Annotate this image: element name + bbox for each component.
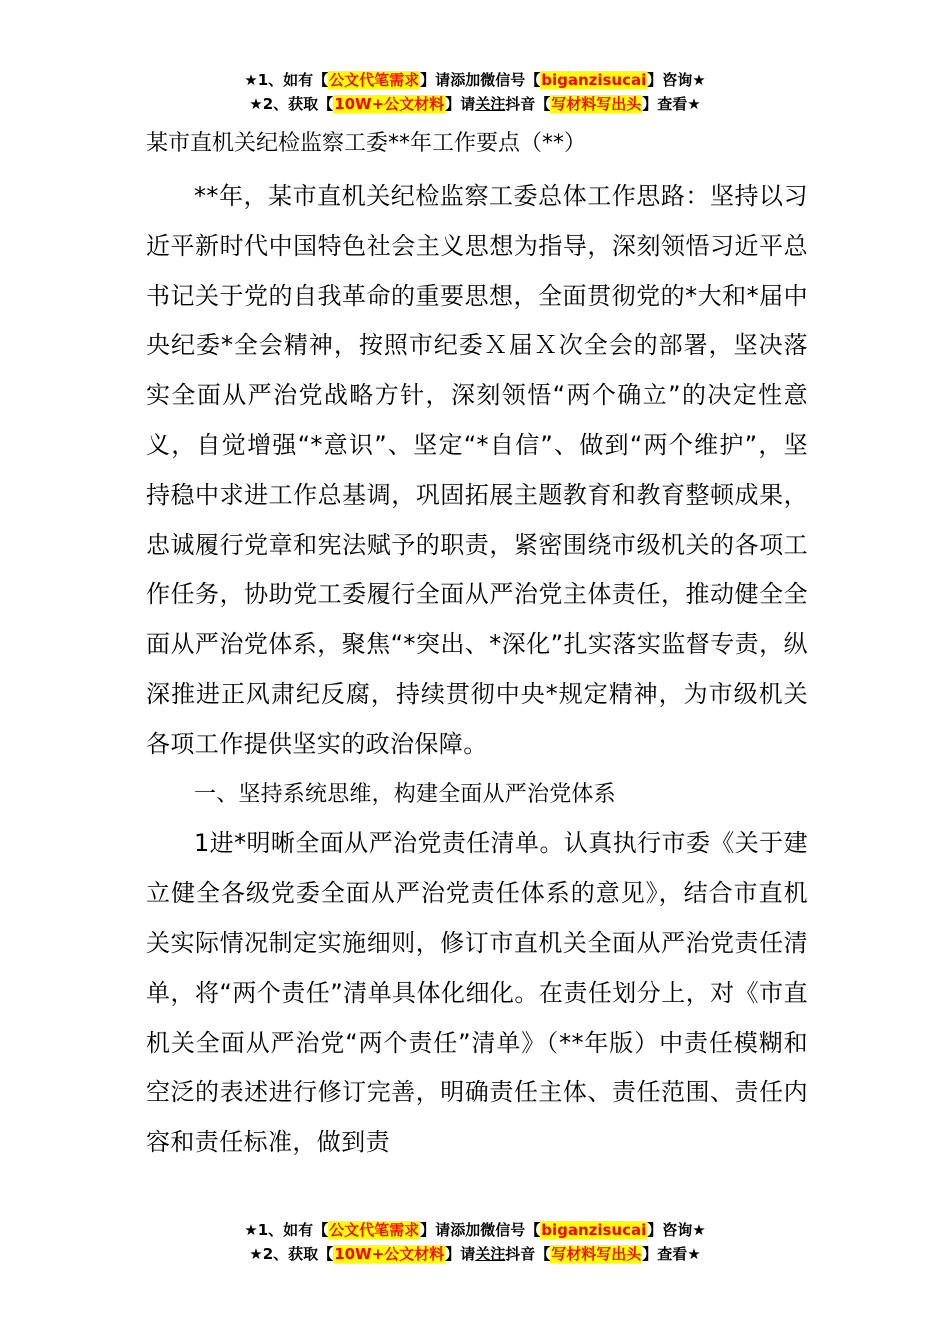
banner-text: 】查看★ (642, 1245, 701, 1263)
banner-highlight: 10W+公文材料 (334, 1245, 445, 1263)
banner-text: 关注 (475, 1245, 506, 1263)
banner-text: 关注 (475, 95, 506, 113)
paragraph: **年，某市直机关纪检监察工委总体工作思路：坚持以习近平新时代中国特色社会主义思想为指导，深刻领悟习近平总书记关于党的自我革命的重要思想，全面贯彻党的*大和*届中央纪委*全会精神，按照市纪委Ｘ届Ｘ次全会的部署，坚决落实全面从严治党战略方针，深刻领悟“两个确立”的决定性意义，自觉增强“*意识”、坚定“*自信”、做到“两个维护”，坚持稳中求进工作总基调，巩固拓展主题教育和教育整顿成果，忠诚履行党章和宪法赋予的职责，紧密围绕市级机关的各项工作任务，协助党工委履行全面从严治党主体责任，推动健全全面从严治党体系，聚焦“*突出、*深化”扎实落实监督专责，纵深推进正风肃纪反腐，持续贯彻中央*规定精神，为市级机关各项工作提供坚实的政治保障。 (146, 182, 808, 758)
banner-highlight: 写材料写出头 (551, 1245, 642, 1263)
header-banner (0, 68, 950, 116)
document-title: 某市直机关纪检监察工委**年工作要点（**） (146, 131, 587, 156)
banner-line-1 (0, 1218, 950, 1242)
banner-line-2 (0, 1242, 950, 1266)
banner-text: ★1、如有【 (244, 71, 329, 89)
banner-highlight: biganzisucai (541, 1221, 647, 1239)
banner-text: ★2、获取【 (249, 95, 334, 113)
banner-highlight: 写材料写出头 (551, 95, 642, 113)
banner-line-1 (0, 68, 950, 92)
banner-text: 抖音【 (505, 95, 551, 113)
footer-banner (0, 1218, 950, 1266)
banner-text: 】请 (445, 1245, 476, 1263)
banner-highlight: biganzisucai (541, 71, 647, 89)
banner-text: 】请 (420, 1221, 451, 1239)
banner-text: 抖音【 (505, 1245, 551, 1263)
banner-text: 添加 (450, 1221, 481, 1239)
section-heading: 一、坚持系统思维，构建全面从严治党体系 (194, 781, 616, 807)
document-body (146, 172, 808, 1168)
banner-text: 】咨询★ (647, 1221, 706, 1239)
banner-text: 】请 (445, 95, 476, 113)
banner-highlight: 公文代笔需求 (329, 1221, 420, 1239)
banner-highlight: 10W+公文材料 (334, 95, 445, 113)
banner-text: 添加 (450, 71, 481, 89)
banner-text: ★1、如有【 (244, 1221, 329, 1239)
banner-text: 】请 (420, 71, 451, 89)
paragraph: 1进*明晰全面从严治党责任清单。认真执行市委《关于建立健全各级党委全面从严治党责任体系的意见》，结合市直机关实际情况制定实施细则，修订市直机关全面从严治党责任清单，将“两个责任”清单具体化细化。在责任划分上，对《市直机关全面从严治党“两个责任”清单》（**年版）中责任模糊和空泛的表述进行修订完善，明确责任主体、责任范围、责任内容和责任标准，做到责 (146, 829, 808, 1157)
banner-text: 微信号【 (480, 71, 541, 89)
banner-highlight: 公文代笔需求 (329, 71, 420, 89)
banner-text: 】查看★ (642, 95, 701, 113)
banner-text: ★2、获取【 (249, 1245, 334, 1263)
banner-text: 微信号【 (480, 1221, 541, 1239)
banner-line-2 (0, 92, 950, 116)
banner-text: 】咨询★ (647, 71, 706, 89)
